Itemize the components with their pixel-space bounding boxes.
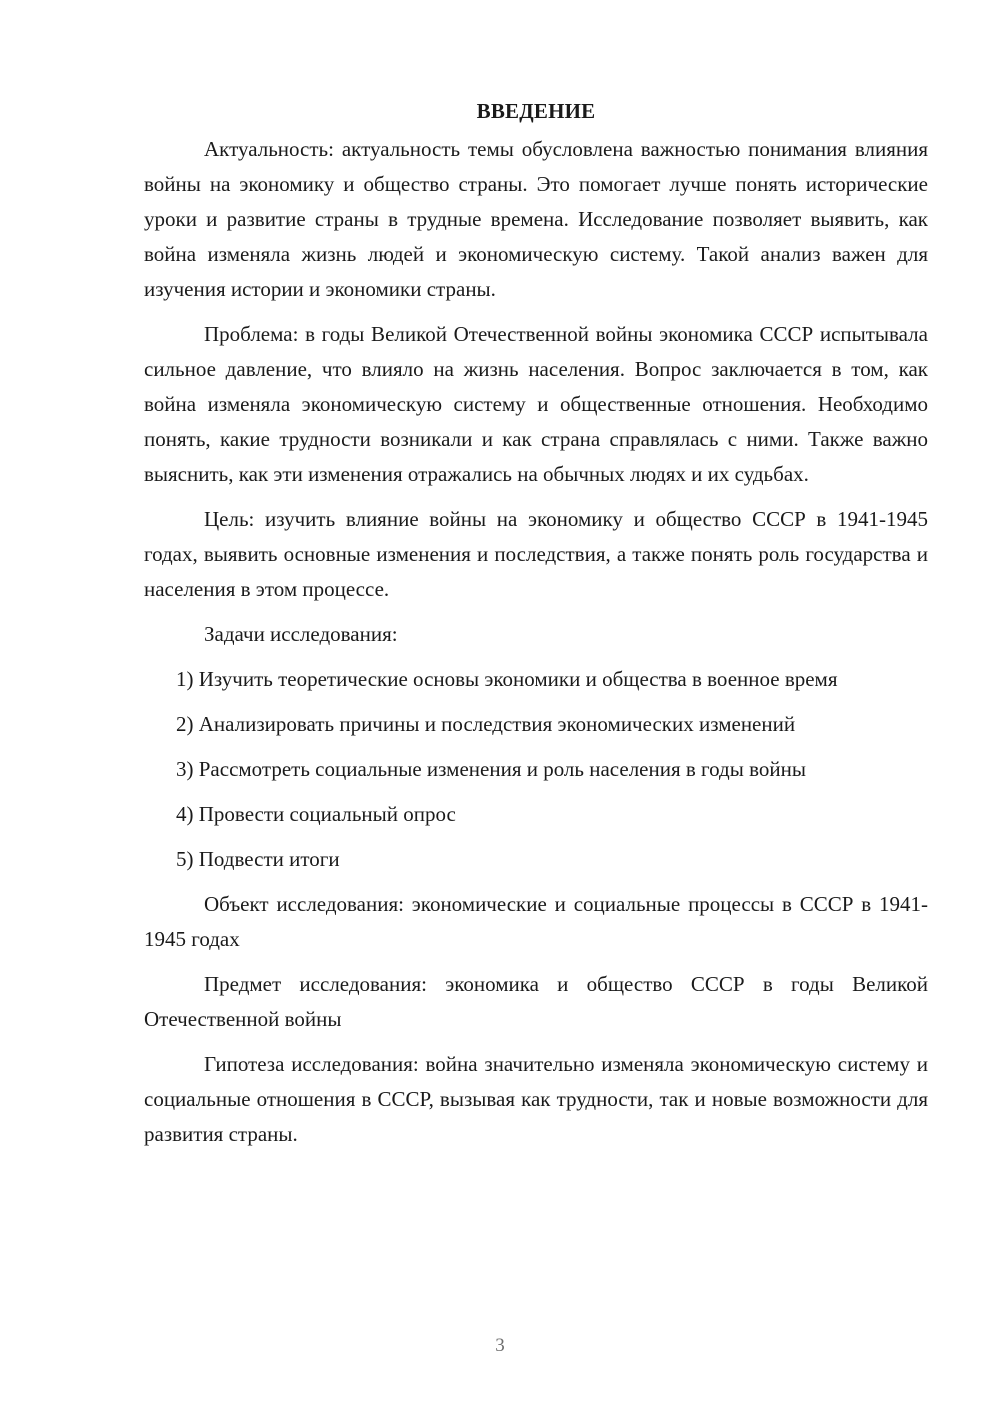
paragraph-object: Объект исследования: экономические и социальные процессы в СССР в 1941-1945 годах: [144, 892, 928, 951]
paragraph-problem: Проблема: в годы Великой Отечественной войны экономика СССР испытывала сильное давление, что влияло на жизнь населения. Вопрос заключается в том, как война изменяла экономическую систему и общественные отношения. Необходимо понять, какие трудности возникали и как страна справлялась с ними. Также важно выяснить, как эти изменения отражались на обычных людях и их судьбах.: [144, 322, 928, 486]
paragraph-goal: Цель: изучить влияние войны на экономику и общество СССР в 1941-1945 годах, выявить основные изменения и последствия, а также понять роль государства и населения в этом процессе.: [144, 507, 928, 601]
page-content: [144, 96, 928, 1162]
task-item-4: 4) Провести социальный опрос: [176, 802, 456, 826]
task-item-2: 2) Анализировать причины и последствия экономических изменений: [176, 712, 796, 736]
paragraph-hypothesis: Гипотеза исследования: война значительно изменяла экономическую систему и социальные отношения в СССР, вызывая как трудности, так и новые возможности для развития страны.: [144, 1052, 928, 1146]
page-number: 3: [495, 1335, 505, 1356]
paragraph-subject: Предмет исследования: экономика и общество СССР в годы Великой Отечественной войны: [144, 972, 928, 1031]
task-item-1: 1) Изучить теоретические основы экономики и общества в военное время: [176, 667, 838, 691]
task-item-3: 3) Рассмотреть социальные изменения и роль населения в годы войны: [176, 757, 806, 781]
tasks-heading: Задачи исследования:: [204, 622, 398, 646]
paragraph-relevance: Актуальность: актуальность темы обусловлена важностью понимания влияния войны на экономику и общество страны. Это помогает лучше понять исторические уроки и развитие страны в трудные времена. Исследование позволяет выявить, как война изменяла жизнь людей и экономическую систему. Такой анализ важен для изучения истории и экономики страны.: [144, 137, 928, 301]
section-title: ВВЕДЕНИЕ: [476, 99, 596, 123]
task-item-5: 5) Подвести итоги: [176, 847, 340, 871]
